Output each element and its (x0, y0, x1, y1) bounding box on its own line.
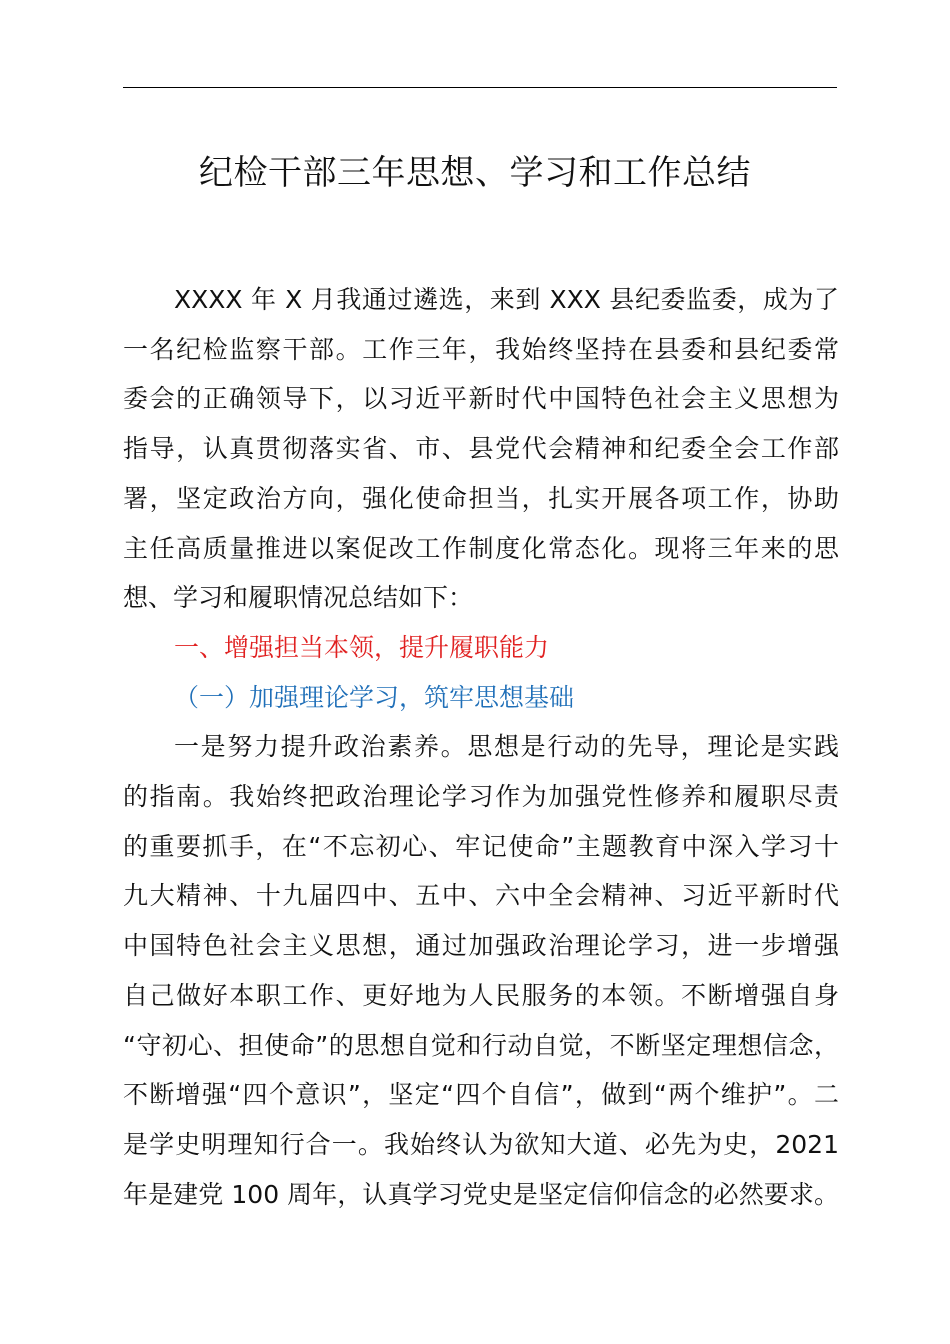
paragraph-line: 一名纪检监察干部。工作三年，我始终坚持在县委和县纪委常 (123, 334, 839, 364)
paragraph-line: 中国特色社会主义思想，通过加强政治理论学习，进一步增强 (123, 931, 839, 961)
paragraph-line: 自己做好本职工作、更好地为人民服务的本领。不断增强自身 (123, 980, 839, 1010)
paragraph-line: XXXX 年 X 月我通过遴选，来到 XXX 县纪委监委，成为了 (174, 285, 839, 314)
paragraph-line: 主任高质量推进以案促改工作制度化常态化。现将三年来的思 (123, 533, 839, 563)
paragraph-line: 的重要抓手，在“不忘初心、牢记使命”主题教育中深入学习十 (123, 831, 839, 861)
paragraph-line: 是学史明理知行合一。我始终认为欲知大道、必先为史，2021 (123, 1129, 839, 1159)
paragraph-line: 不断增强“四个意识”，坚定“四个自信”，做到“两个维护”。二 (123, 1080, 839, 1110)
header-rule (123, 87, 837, 88)
paragraph-line: 委会的正确领导下，以习近平新时代中国特色社会主义思想为 (123, 384, 839, 414)
paragraph-line: 的指南。我始终把政治理论学习作为加强党性修养和履职尽责 (123, 782, 839, 811)
section-heading: 一、增强担当本领，提升履职能力 (174, 632, 550, 662)
subsection-heading: （一）加强理论学习，筑牢思想基础 (174, 682, 575, 712)
paragraph-line: 年是建党 100 周年，认真学习党史是坚定信仰信念的必然要求。 (123, 1179, 839, 1209)
document-title: 纪检干部三年思想、学习和工作总结 (199, 153, 751, 193)
paragraph-line: 想、学习和履职情况总结如下： (123, 583, 474, 613)
paragraph-line: 指导，认真贯彻落实省、市、县党代会精神和纪委全会工作部 (123, 434, 839, 464)
paragraph-line: 一是努力提升政治素养。思想是行动的先导，理论是实践 (174, 732, 839, 762)
paragraph-line: “守初心、担使命”的思想自觉和行动自觉，不断坚定理想信念， (123, 1030, 839, 1060)
paragraph-line: 署，坚定政治方向，强化使命担当，扎实开展各项工作，协助 (123, 483, 839, 513)
paragraph-line: 九大精神、十九届四中、五中、六中全会精神、习近平新时代 (123, 881, 839, 911)
